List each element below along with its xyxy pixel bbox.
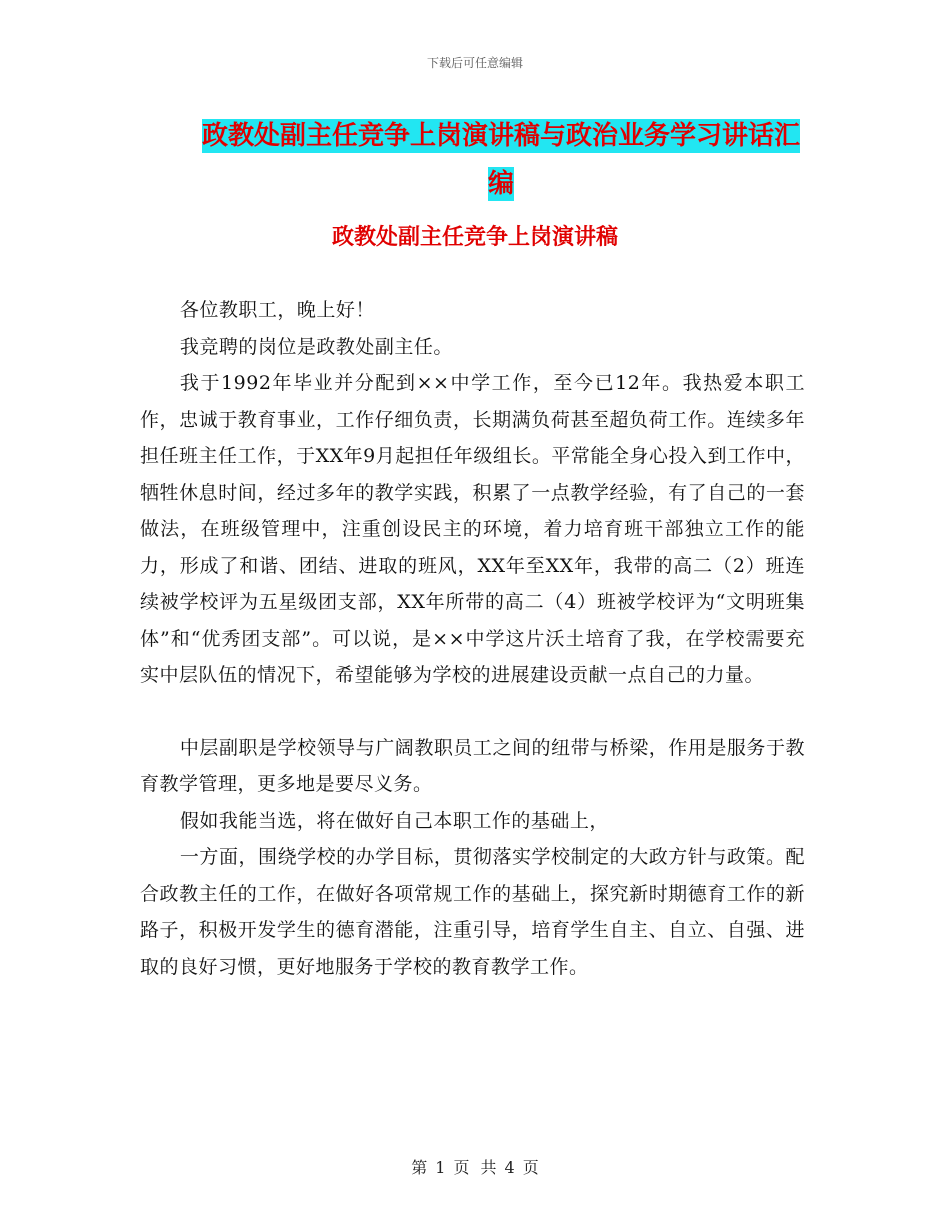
document-title-text: 政教处副主任竞争上岗演讲稿与政治业务学习讲话汇编 <box>201 121 800 199</box>
footer-suffix: 页 <box>522 1158 539 1177</box>
header-note: 下载后可任意编辑 <box>426 56 523 70</box>
paragraph-role: 中层副职是学校领导与广阔教职员工之间的纽带与桥梁，作用是服务于教育教学管理，更多地是要尽义务。 <box>140 736 805 795</box>
paragraph-position: 我竞聘的岗位是政教处副主任。 <box>179 335 453 358</box>
footer-page-number: 1 <box>435 1158 446 1177</box>
page-footer <box>0 1155 950 1178</box>
footer-total-pages: 4 <box>504 1158 515 1177</box>
footer-prefix: 第 <box>411 1158 428 1177</box>
section-title: 政教处副主任竞争上岗演讲稿 <box>331 224 618 250</box>
document-title <box>196 112 806 208</box>
paragraph-greeting: 各位教职工，晚上好！ <box>179 299 375 321</box>
paragraph-experience: 我于1992年毕业并分配到××中学工作，至今已12年。我热爱本职工作，忠诚于教育事业，工作仔细负责，长期满负荷甚至超负荷工作。连续多年担任班主任工作，于XX年9月起担任年级组长。平常能全身心投入到工作中，牺牲休息时间，经过多年的教学实践，积累了一点教学经验，有了自己的一套做法，在班级管理中，注重创设民主的环境，着力培育班干部独立工作的能力，形成了和谐、团结、进取的班风，XX年至XX年，我带的高二（2）班连续被学校评为五星级团支部，XX年所带的高二（4）班被学校评为“文明班集体”和“优秀团支部”。可以说，是××中学这片沃土培育了我，在学校需要充实中层队伍的情况下，希望能够为学校的进展建设贡献一点自己的力量。 <box>140 372 805 686</box>
footer-middle: 页 共 <box>453 1158 497 1177</box>
paragraph-if-elected: 假如我能当选，将在做好自己本职工作的基础上， <box>179 809 609 832</box>
document-body <box>140 292 805 985</box>
paragraph-first-aspect: 一方面，围绕学校的办学目标，贯彻落实学校制定的大政方针与政策。配合政教主任的工作，在做好各项常规工作的基础上，探究新时期德育工作的新路子，积极开发学生的德育潜能，注重引导，培育学生自主、自立、自强、进取的良好习惯，更好地服务于学校的教育教学工作。 <box>140 846 805 978</box>
